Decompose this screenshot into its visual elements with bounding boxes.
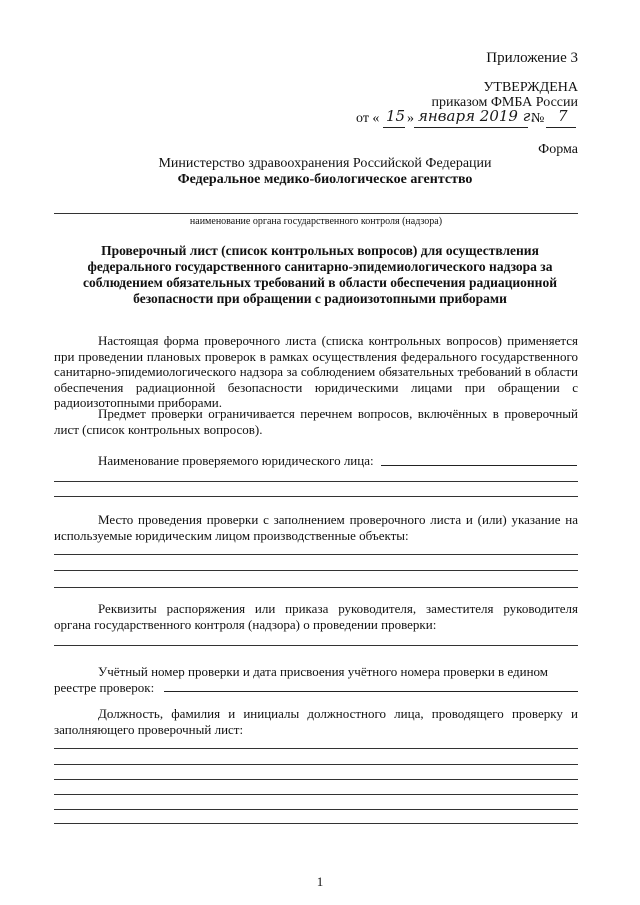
approved-label: УТВЕРЖДЕНА <box>483 80 578 95</box>
control-body-line <box>54 213 578 214</box>
entity-name-input-line[interactable] <box>381 450 577 466</box>
entity-name-label: Наименование проверяемого юридического лица: <box>98 453 374 468</box>
date-quote-close: » <box>407 111 414 126</box>
entity-name-line-3[interactable] <box>54 496 578 497</box>
entity-name-line-2[interactable] <box>54 481 578 482</box>
registry-input-line[interactable] <box>164 676 578 692</box>
date-number-handwritten: 7 <box>558 107 568 125</box>
official-line-2[interactable] <box>54 764 578 765</box>
intro-paragraph-2: Предмет проверки ограничивается перечнем вопросов, включённых в проверочный лист (список контрольных вопросов). <box>54 406 578 437</box>
appendix-label: Приложение 3 <box>486 50 578 66</box>
intro-paragraph-1: Настоящая форма проверочного листа (списка контрольных вопросов) применяется при проведении плановых проверок в рамках осуществления федерального государственного санитарно-эпидемиологического надзора за соблюдением обязательных требований в области обеспечения радиационной безопасности юридическими лицами при обращении с радиоизотопными приборами. <box>54 333 578 410</box>
order-date-line <box>356 111 379 127</box>
registry-label-line-2: реестре проверок: <box>54 680 155 695</box>
document-title: Проверочный лист (список контрольных вопросов) для осуществления федерального государственного санитарно-эпидемиологического надзора за соблюдением обязательных требований в области обеспечения радиационной безопасности при обращении с радиоизотопными приборами <box>82 243 557 306</box>
form-label: Форма <box>538 142 578 157</box>
registry-label-line-1: Учётный номер проверки и дата присвоения учётного номера проверки в едином <box>98 664 549 679</box>
official-line-1[interactable] <box>54 748 578 749</box>
official-line-6[interactable] <box>54 823 578 824</box>
date-prefix: от « <box>356 111 380 126</box>
ministry-name: Министерство здравоохранения Российской Федерации <box>158 156 492 171</box>
page-number: 1 <box>316 874 324 889</box>
official-line-3[interactable] <box>54 779 578 780</box>
order-details-label: Реквизиты распоряжения или приказа руководителя, заместителя руководителя органа государственного контроля (надзора) о проведении проверки: <box>54 601 578 632</box>
date-month-handwritten: января 2019 г. <box>418 107 536 125</box>
agency-name: Федеральное медико-биологическое агентство <box>177 172 473 187</box>
order-of-label: приказом ФМБА России <box>431 95 578 110</box>
control-body-caption: наименование органа государственного контроля (надзора) <box>189 216 443 227</box>
order-details-line[interactable] <box>54 645 578 646</box>
official-line-4[interactable] <box>54 794 578 795</box>
place-line-2[interactable] <box>54 570 578 571</box>
place-label: Место проведения проверки с заполнением проверочного листа и (или) указание на используемые юридическим лицом производственные объекты: <box>54 512 578 543</box>
official-line-5[interactable] <box>54 809 578 810</box>
date-number-prefix: № <box>531 111 545 126</box>
place-line-1[interactable] <box>54 554 578 555</box>
official-label: Должность, фамилия и инициалы должностного лица, проводящего проверку и заполняющего проверочный лист: <box>54 706 578 737</box>
place-line-3[interactable] <box>54 587 578 588</box>
date-day-handwritten: 15 <box>386 107 406 125</box>
